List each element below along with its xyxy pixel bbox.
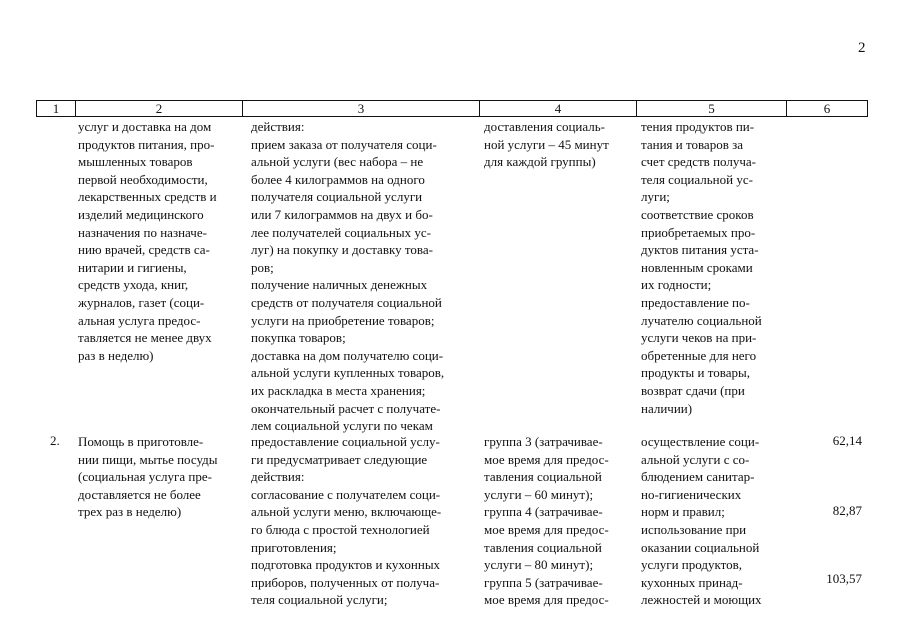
text-line: счет средств получа- xyxy=(641,154,756,170)
text-line: тавляется не менее двух xyxy=(78,330,212,346)
text-line: доставка на дом получателю соци- xyxy=(251,347,444,363)
text-line: действия: xyxy=(251,119,305,134)
text-line: доставления социаль- xyxy=(484,119,605,134)
text-line: тавления социальной xyxy=(484,469,602,485)
text-line: лем социальной услуги по чекам xyxy=(251,418,433,434)
header-col-1: 1 xyxy=(37,101,76,116)
text-line: тавления социальной xyxy=(484,539,602,555)
text-line: согласование с получателем соци- xyxy=(251,486,441,502)
text-line: лежностей и моющих xyxy=(641,592,762,608)
text-line: мое время для предос- xyxy=(484,592,609,608)
text-line: нии пищи, мытье посуды xyxy=(78,451,218,467)
text-line: или 7 килограммов на двух и бо- xyxy=(251,206,433,222)
text-line: предоставление по- xyxy=(641,294,750,310)
text-line: лее получателей социальных ус- xyxy=(251,224,431,240)
text-line: средств от получателя социальной xyxy=(251,294,442,310)
row2-service-description xyxy=(78,433,240,521)
text-line: более 4 килограммов на одного xyxy=(251,171,425,187)
text-line: новленным сроками xyxy=(641,259,753,275)
text-line: услуги – 80 минут); xyxy=(484,557,594,573)
text-line: альной услуги меню, включающе- xyxy=(251,504,442,520)
text-line: группа 3 (затрачивае- xyxy=(484,434,603,449)
text-line: средств ухода, книг, xyxy=(78,277,189,293)
text-line: теля социальной услуги; xyxy=(251,592,388,608)
text-line: их годности; xyxy=(641,277,712,293)
header-col-4: 4 xyxy=(480,101,637,116)
text-line: окончательный расчет с получате- xyxy=(251,400,441,416)
header-col-5: 5 xyxy=(637,101,787,116)
text-line: мышленных товаров xyxy=(78,154,193,170)
row1-service-time xyxy=(484,118,632,171)
text-line: (социальная услуга пре- xyxy=(78,469,212,485)
text-line: возврат сдачи (при xyxy=(641,382,745,398)
text-line: Помощь в приготовле- xyxy=(78,434,204,449)
text-line: обретенные для него xyxy=(641,347,757,363)
text-line: луги; xyxy=(641,189,670,205)
row2-price-group3: 62,14 xyxy=(832,433,862,448)
text-line: ров; xyxy=(251,259,274,275)
row2-price-group5: 103,57 xyxy=(826,571,862,586)
row2-service-time xyxy=(484,433,632,609)
text-line: назначения по назначе- xyxy=(78,224,207,240)
text-line: приборов, полученных от получа- xyxy=(251,574,440,590)
text-line: альной услуги (вес набора – не xyxy=(251,154,424,170)
text-line: трех раз в неделю) xyxy=(78,504,182,520)
text-line: продукты и товары, xyxy=(641,365,750,381)
text-line: журналов, газет (соци- xyxy=(78,294,205,310)
text-line: получение наличных денежных xyxy=(251,277,428,293)
text-line: тания и товаров за xyxy=(641,136,744,152)
row2-price-group4: 82,87 xyxy=(832,503,862,518)
text-line: луг) на покупку и доставку това- xyxy=(251,242,433,258)
text-line: норм и правил; xyxy=(641,504,725,520)
text-line: услуги продуктов, xyxy=(641,557,743,573)
row2-quality-criteria xyxy=(641,433,780,609)
text-line: альной услуги купленных товаров, xyxy=(251,365,445,381)
text-line: первой необходимости, xyxy=(78,171,208,187)
text-line: получателя социальной услуги xyxy=(251,189,423,205)
table-header xyxy=(36,100,868,117)
text-line: лучателю социальной xyxy=(641,312,762,328)
text-line: нию врачей, средств са- xyxy=(78,242,210,258)
text-line: их раскладка в места хранения; xyxy=(251,382,426,398)
text-line: предоставление социальной услу- xyxy=(251,434,440,449)
text-line: использование при xyxy=(641,521,747,537)
text-line: осуществление соци- xyxy=(641,434,760,449)
text-line: для каждой группы) xyxy=(484,154,596,170)
header-col-2: 2 xyxy=(76,101,243,116)
row2-number: 2. xyxy=(50,433,60,448)
text-line: группа 4 (затрачивае- xyxy=(484,504,603,520)
text-line: теля социальной ус- xyxy=(641,171,753,187)
text-line: мое время для предос- xyxy=(484,451,609,467)
text-line: нитарии и гигиены, xyxy=(78,259,187,275)
header-col-3: 3 xyxy=(243,101,480,116)
text-line: оказании социальной xyxy=(641,539,760,555)
text-line: прием заказа от получателя соци- xyxy=(251,136,437,152)
text-line: услуги – 60 минут); xyxy=(484,486,594,502)
text-line: ной услуги – 45 минут xyxy=(484,136,609,152)
text-line: наличии) xyxy=(641,400,693,416)
text-line: группа 5 (затрачивае- xyxy=(484,574,603,590)
text-line: дуктов питания уста- xyxy=(641,242,759,258)
text-line: го блюда с простой технологией xyxy=(251,521,430,537)
text-line: подготовка продуктов и кухонных xyxy=(251,557,441,573)
text-line: но-гигиенических xyxy=(641,486,742,502)
text-line: соответствие сроков xyxy=(641,206,754,222)
text-line: ги предусматривает следующие xyxy=(251,451,428,467)
text-line: изделий медицинского xyxy=(78,206,204,222)
text-line: тения продуктов пи- xyxy=(641,119,755,134)
text-line: раз в неделю) xyxy=(78,347,154,363)
text-line: продуктов питания, про- xyxy=(78,136,215,152)
text-line: приготовления; xyxy=(251,539,337,555)
text-line: действия: xyxy=(251,469,305,485)
text-line: альной услуги с со- xyxy=(641,451,750,467)
row1-quality-criteria xyxy=(641,118,780,417)
text-line: кухонных принад- xyxy=(641,574,743,590)
page-number: 2 xyxy=(858,40,866,56)
text-line: услуги на приобретение товаров; xyxy=(251,312,435,328)
row1-service-description xyxy=(78,118,240,364)
row2-service-actions xyxy=(251,433,473,609)
text-line: блюдением санитар- xyxy=(641,469,755,485)
text-line: услуг и доставка на дом xyxy=(78,119,212,134)
text-line: доставляется не более xyxy=(78,486,201,502)
text-line: услуги чеков на при- xyxy=(641,330,757,346)
text-line: покупка товаров; xyxy=(251,330,346,346)
text-line: альная услуга предос- xyxy=(78,312,201,328)
row1-service-actions xyxy=(251,118,473,435)
text-line: приобретаемых про- xyxy=(641,224,756,240)
text-line: лекарственных средств и xyxy=(78,189,217,205)
text-line: мое время для предос- xyxy=(484,521,609,537)
header-col-6: 6 xyxy=(823,101,831,116)
